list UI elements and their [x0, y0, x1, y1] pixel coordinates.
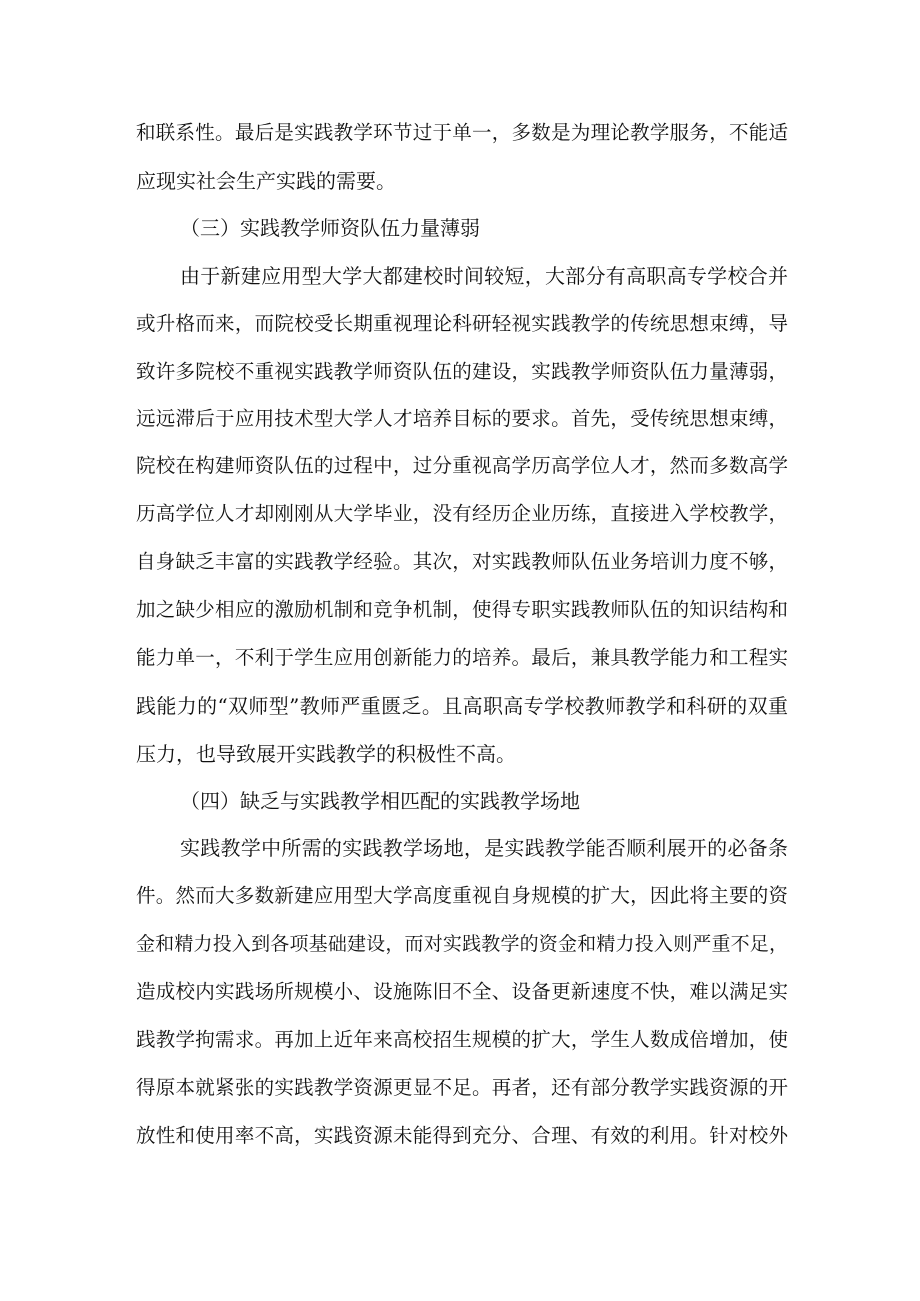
paragraph-line: 得原本就紧张的实践教学资源更显不足。再者，还有部分教学实践资源的开	[136, 1076, 788, 1099]
paragraph-line: 或升格而来，而院校受长期重视理论科研轻视实践教学的传统思想束缚，导	[136, 312, 788, 335]
paragraph-line: 实践教学中所需的实践教学场地，是实践教学能否顺利展开的必备条	[180, 836, 788, 860]
section-heading-3: （三）实践教学师资队伍力量薄弱	[180, 216, 480, 240]
paragraph-line: 践能力的“双师型”教师严重匮乏。且高职高专学校教师教学和科研的双重	[136, 694, 788, 718]
section-heading-4: （四）缺乏与实践教学相匹配的实践教学场地	[180, 789, 580, 813]
paragraph-line: 践教学拘需求。再加上近年来高校招生规模的扩大，学生人数成倍增加，使	[136, 1028, 788, 1051]
paragraph-line: 放性和使用率不高，实践资源未能得到充分、合理、有效的利用。针对校外	[136, 1124, 788, 1147]
paragraph-line: 致许多院校不重视实践教学师资队伍的建设，实践教学师资队伍力量薄弱，	[136, 360, 788, 383]
paragraph-line: 远远滞后于应用技术型大学人才培养目标的要求。首先，受传统思想束缚，	[136, 407, 788, 430]
paragraph-line: 和联系性。最后是实践教学环节过于单一，多数是为理论教学服务，不能适	[136, 121, 788, 144]
paragraph-line: 自身缺乏丰富的实践教学经验。其次，对实践教师队伍业务培训力度不够，	[136, 550, 788, 573]
paragraph-line: 能力单一，不利于学生应用创新能力的培养。最后，兼具教学能力和工程实	[136, 646, 788, 669]
paragraph-line: 历高学位人才却刚刚从大学毕业，没有经历企业历练，直接进入学校教学，	[136, 502, 788, 525]
paragraph-line: 造成校内实践场所规模小、设施陈旧不全、设备更新速度不快，难以满足实	[136, 980, 788, 1003]
paragraph-line: 金和精力投入到各项基础建设，而对实践教学的资金和精力投入则严重不足，	[136, 933, 788, 955]
paragraph-line: 院校在构建师资队伍的过程中，过分重视高学历高学位人才，然而多数高学	[136, 454, 788, 477]
paragraph-line: 压力，也导致展开实践教学的积极性不高。	[136, 742, 516, 766]
paragraph-line: 加之缺少相应的激励机制和竞争机制，使得专职实践教师队伍的知识结构和	[136, 598, 788, 621]
paragraph-line: 件。然而大多数新建应用型大学高度重视自身规模的扩大，因此将主要的资	[136, 884, 788, 907]
paragraph-line: 由于新建应用型大学大都建校时间较短，大部分有高职高专学校合并	[180, 264, 788, 288]
paragraph-line: 应现实社会生产实践的需要。	[136, 169, 396, 193]
